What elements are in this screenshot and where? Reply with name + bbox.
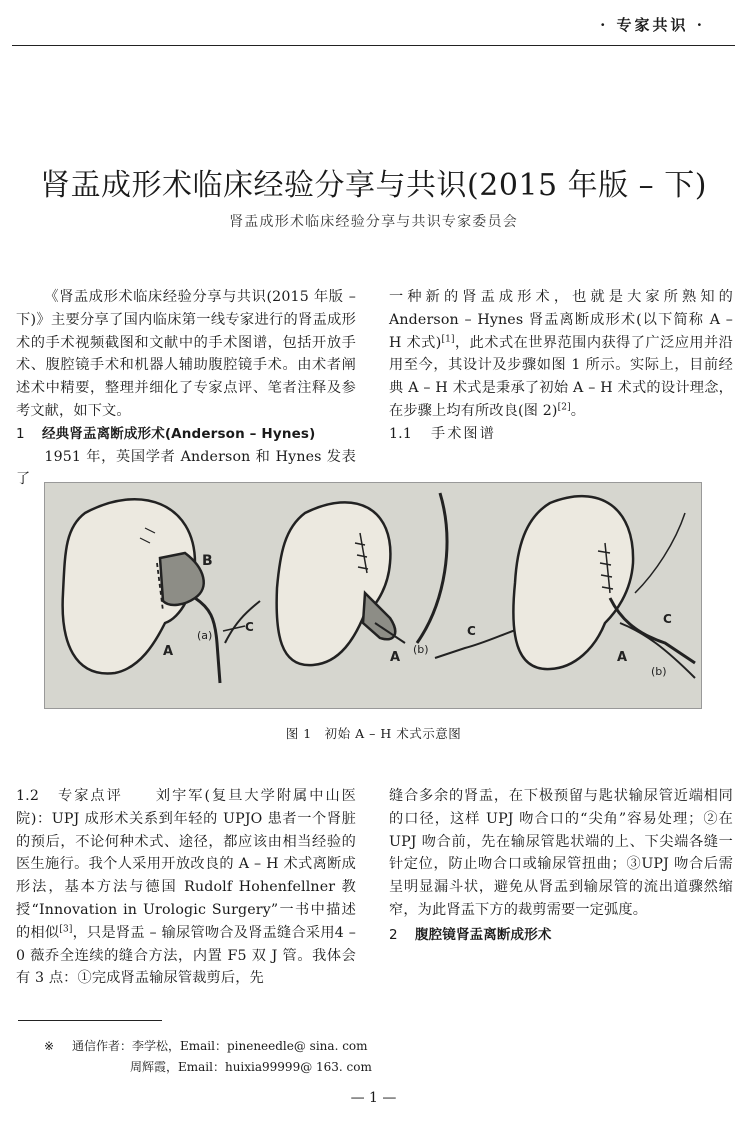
subsection-1-2-paragraph-cont: 缝合多余的肾盂，在下极预留与匙状输尿管近端相同的口径，这样 UPJ 吻合口的“尖角”容易处理；②在 UPJ 吻合前，先在输尿管匙状端的上、下尖端各缝一针定位，防止吻合口或输尿管扭曲；③UPJ 吻合后需呈明显漏斗状，避免从肾盂到输尿管的流出道骤然缩窄，为此肾盂下方的裁剪需要一定弧度。 (389, 788, 733, 918)
section-tag: · 专家共识 · (600, 16, 705, 34)
section-1-paragraph-cont (389, 286, 733, 423)
figure-1-illustration (44, 482, 702, 709)
section-2-title: 腹腔镜肾盂离断成形术 (415, 926, 552, 943)
para-text-a: 一种新的肾盂成形术，也就是大家所熟知的 Anderson – Hynes 肾盂离断成形术(以下简称 A – H 术式) (389, 289, 733, 351)
footnote-rule (18, 1020, 162, 1021)
subsection-1-1-heading (389, 423, 733, 446)
para-text-a: 刘宇军(复旦大学附属中山医院)：UPJ 成形术关系到年轻的 UPJO 患者一个肾脏的预后，不论何种术式、途径，都应该由相当经验的医生施行。我个人采用开放改良的 A – H 术式离断成形法，基本方法与德国 Rudolf Hohenfellner 教授“Innovation in Urologic Surgery”一书中描述的相似 (16, 788, 356, 941)
figure-label-b-1: (b) (413, 643, 429, 656)
section-1-title: 经典肾盂离断成形术(Anderson – Hynes) (42, 425, 316, 442)
footnote-line-1: 通信作者：李学松，Email：pineneedle@ sina. com (72, 1039, 368, 1053)
corresponding-author-footnote (44, 1036, 372, 1078)
subsection-1-2-paragraph (16, 785, 356, 990)
subsection-1-1-number: 1.1 (389, 425, 413, 442)
section-1-number: 1 (16, 425, 25, 442)
right-column-bottom (389, 785, 733, 947)
figure-label-a: (a) (197, 629, 213, 642)
page-number: — 1 — (350, 1090, 397, 1106)
right-column-top (389, 286, 733, 446)
section-2-heading (389, 924, 733, 947)
article-title: 肾盂成形术临床经验分享与共识(2015 年版 – 下) (40, 168, 707, 204)
footnote-line-2: 周辉霞，Email：huixia99999@ 163. com (130, 1060, 372, 1074)
subsection-1-2-number: 1.2 (16, 788, 40, 804)
figure-label-A-3: A (617, 650, 628, 665)
intro-paragraph: 《肾盂成形术临床经验分享与共识(2015 年版 – 下)》主要分享了国内临床第一线专家进行的肾盂成形术的手术视频截图和文献中的手术图谱，包括开放手术、腹腔镜手术和机器人辅助腹腔镜手术。由术者阐述术中精要，整理并细化了专家点评、笔者注释及参考文献，如下文。 (16, 289, 356, 419)
figure-label-C-2: C (467, 624, 476, 638)
citation-1[interactable]: [1] (441, 333, 455, 344)
header-rule (12, 45, 735, 46)
figure-label-B: B (202, 553, 213, 569)
figure-label-C-1: C (245, 620, 254, 634)
subsection-1-1-title: 手术图谱 (431, 425, 496, 442)
section-1-paragraph-start: 1951 年，英国学者 Anderson 和 Hynes 发表了 (16, 448, 356, 488)
left-column-top (16, 286, 356, 491)
para-text-b: ，此术式在世界范围内获得了广泛应用并沿用至今，其设计及步骤如图 1 所示。实际上，目前经典 A – H 术式是秉承了初始 A – H 术式的设计理念，在步骤上均有所改良(图 2) (389, 334, 733, 419)
figure-label-C-3: C (663, 612, 672, 626)
figure-label-A-2: A (390, 650, 401, 665)
citation-3[interactable]: [3] (59, 924, 73, 935)
citation-2[interactable]: [2] (557, 402, 571, 413)
para-text-b: ，只是肾盂 – 输尿管吻合及肾盂缝合采用4 – 0 薇乔全连续的缝合方法，内置 F5 双 J 管。我体会有 3 点：①完成肾盂输尿管裁剪后，先 (16, 924, 356, 987)
subsection-1-2-label: 专家点评 (58, 788, 123, 804)
figure-1-caption: 图 1 初始 A – H 术式示意图 (285, 726, 462, 741)
figure-label-A-1: A (163, 644, 174, 659)
figure-label-b-2: (b) (651, 665, 667, 678)
left-column-bottom (16, 785, 356, 990)
section-2-number: 2 (389, 926, 398, 943)
section-1-heading (16, 423, 356, 446)
footnote-mark: ※ (44, 1039, 55, 1053)
para-text-c: 。 (570, 402, 586, 419)
article-authors: 肾盂成形术临床经验分享与共识专家委员会 (229, 214, 518, 230)
